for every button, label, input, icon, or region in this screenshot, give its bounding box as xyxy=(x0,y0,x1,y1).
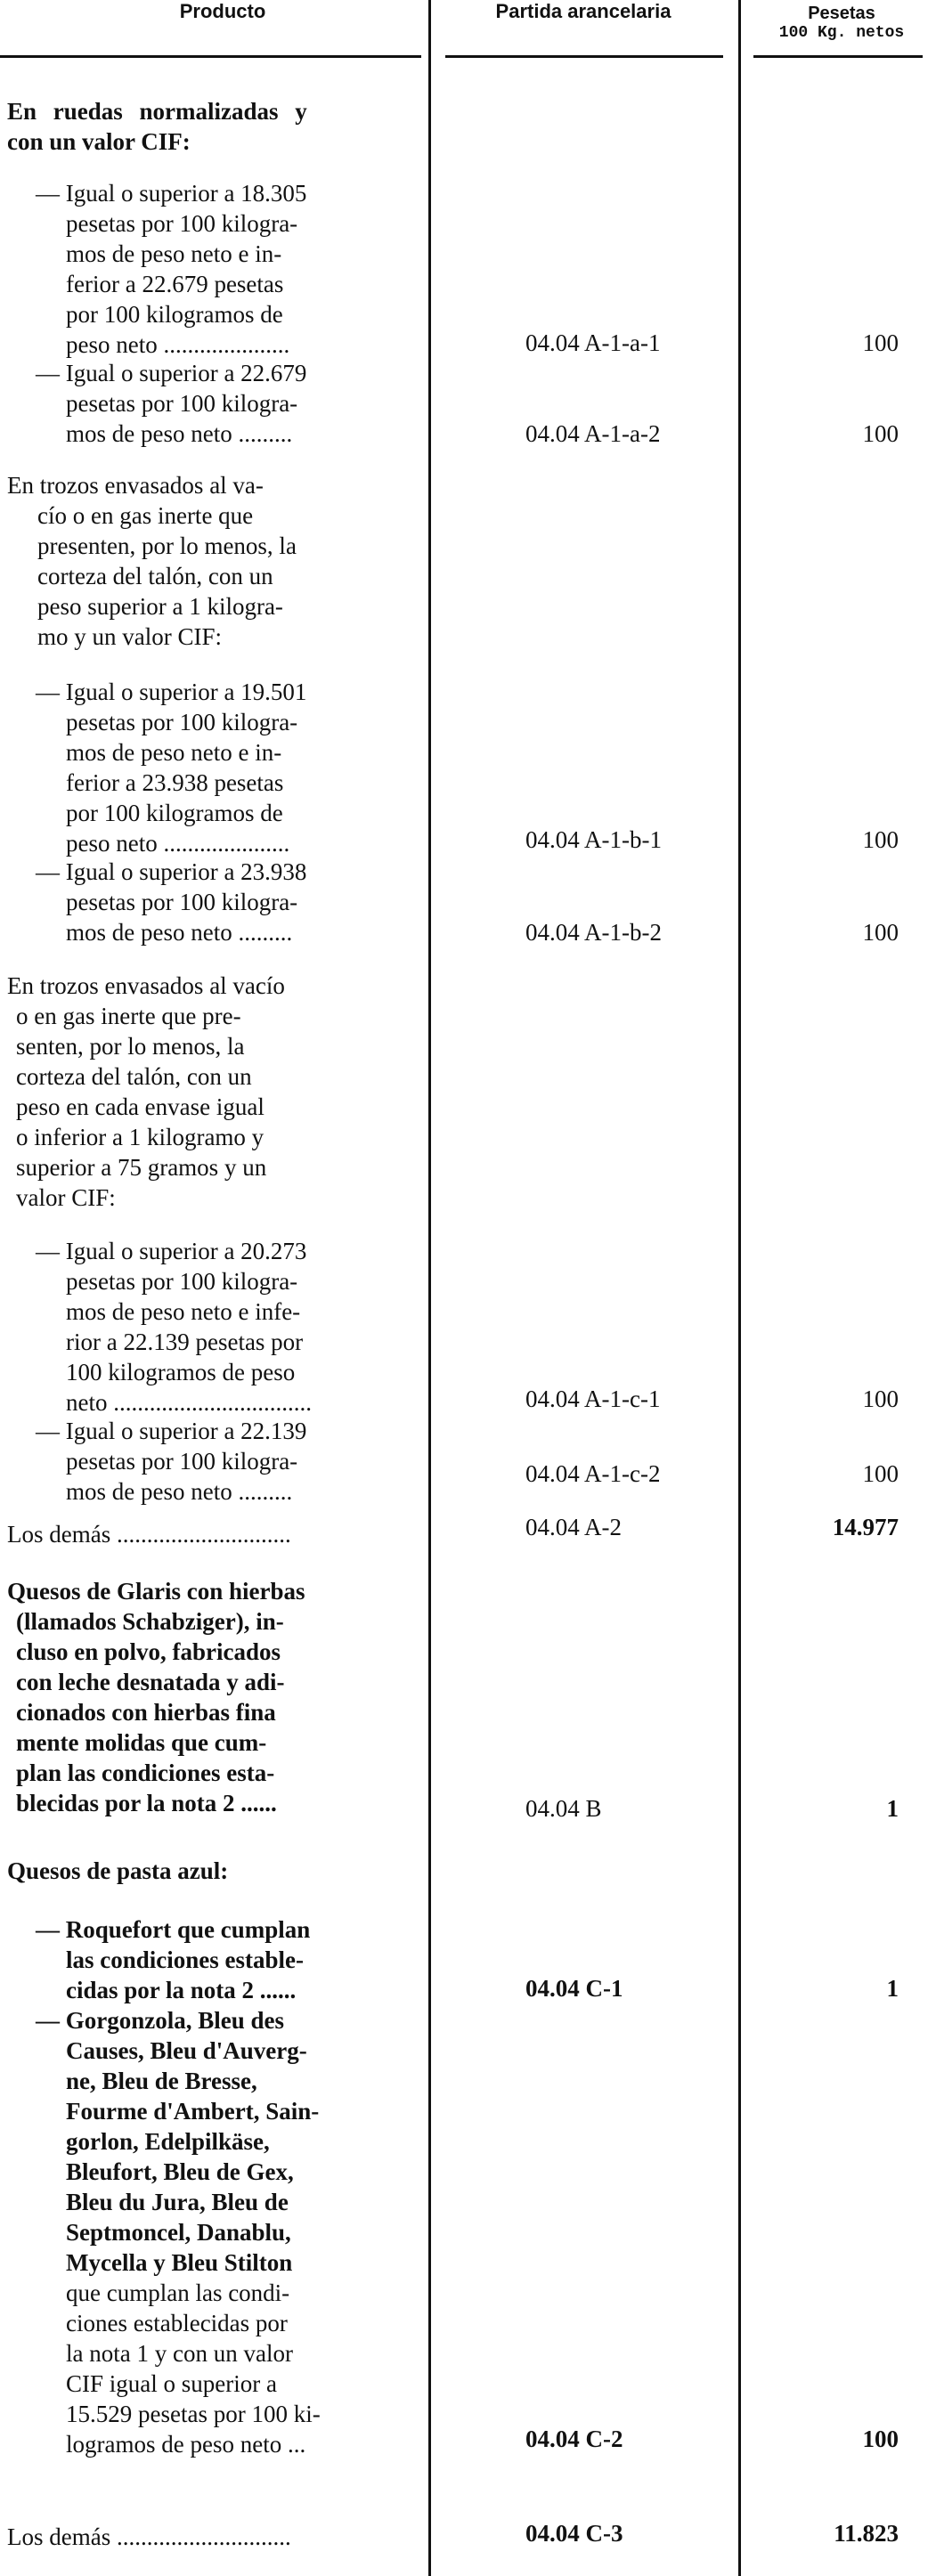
tariff-code: 04.04 C-1 xyxy=(525,1975,623,2002)
row-text: Los demás ............................. xyxy=(7,2523,291,2550)
row-text: — Igual o superior a 18.305 pesetas por 100 kilogra- mos de peso neto e in- ferior a 22.679 pesetas por 100 kilogramos de peso neto ..................... xyxy=(36,180,307,358)
tariff-code: 04.04 B xyxy=(525,1795,602,1822)
row-text: — Igual o superior a 20.273 pesetas por 100 kilogra- mos de peso neto e infe- rior a 22.139 pesetas por 100 kilogramos de peso neto ................................. xyxy=(36,1238,312,1416)
row-text: Quesos de pasta azul: xyxy=(7,1857,229,1884)
price-value: 11.823 xyxy=(834,2520,899,2547)
row-text: En trozos envasados al va- cío o en gas inerte que presenten, por lo menos, la corteza del talón, con un peso superior a 1 kilogra- mo y un valor CIF: xyxy=(7,472,297,650)
row-text: — Roquefort que cumplan las condiciones estable- cidas por la nota 2 ...... xyxy=(36,1916,311,2003)
tariff-code: 04.04 A-1-c-2 xyxy=(525,1460,661,1487)
header-unidad: 100 Kg. netos xyxy=(778,24,905,42)
tariff-code: 04.04 A-2 xyxy=(525,1514,622,1540)
header-rule-pesetas xyxy=(753,55,923,58)
row-text: Los demás ............................. xyxy=(7,1521,291,1548)
row-text: — Gorgonzola, Bleu des Causes, Bleu d'Auverg- ne, Bleu de Bresse, Fourme d'Ambert, Sain- gorlon, Edelpilkäse, Bleufort, Bleu de Gex, Bleu du Jura, Bleu de Septmoncel, Danablu, Mycella y Bleu Stilton que cumplan las condi- ciones establecidas por la nota 1 y con un valor CIF igual o superior a 15.529 pesetas por 100 ki- logramos de peso neto ... xyxy=(36,2007,321,2458)
price-value: 14.977 xyxy=(832,1514,899,1540)
price-value: 1 xyxy=(886,1795,899,1822)
tariff-code: 04.04 A-1-a-2 xyxy=(525,420,661,447)
price-value: 100 xyxy=(862,2426,899,2452)
column-divider-right xyxy=(738,0,741,2576)
price-value: 100 xyxy=(862,1386,899,1412)
row-text: — Igual o superior a 19.501 pesetas por 100 kilogra- mos de peso neto e in- ferior a 23.938 pesetas por 100 kilogramos de peso neto ..................... xyxy=(36,679,307,857)
tariff-code: 04.04 C-3 xyxy=(525,2520,623,2547)
price-value: 100 xyxy=(862,826,899,853)
tariff-code: 04.04 A-1-b-2 xyxy=(525,919,662,946)
header-producto: Producto xyxy=(179,0,266,22)
row-text: — Igual o superior a 22.679 pesetas por 100 kilogra- mos de peso neto ......... xyxy=(36,360,307,447)
row-text: — Igual o superior a 23.938 pesetas por 100 kilogra- mos de peso neto ......... xyxy=(36,858,307,946)
price-value: 100 xyxy=(862,919,899,946)
row-text: Quesos de Glaris con hierbas (llamados Schabziger), in- cluso en polvo, fabricados con leche desnatada y adi- cionados con hierbas fina mente molidas que cum- plan las condiciones esta- blecidas por la nota 2 ...... xyxy=(7,1578,305,1816)
column-divider-left xyxy=(428,0,431,2576)
price-value: 1 xyxy=(886,1975,899,2002)
tariff-code: 04.04 A-1-c-1 xyxy=(525,1386,661,1412)
price-value: 100 xyxy=(862,329,899,356)
row-text: En ruedas normalizadas y con un valor CIF: xyxy=(7,98,307,155)
header-rule-producto xyxy=(0,55,421,58)
price-value: 100 xyxy=(862,420,899,447)
header-pesetas: Pesetas xyxy=(808,4,875,23)
header-partida: Partida arancelaria xyxy=(495,0,671,22)
tariff-code: 04.04 C-2 xyxy=(525,2426,623,2452)
price-value: 100 xyxy=(862,1460,899,1487)
row-text: En trozos envasados al vacío o en gas inerte que pre- senten, por lo menos, la corteza del talón, con un peso en cada envase igual o inferior a 1 kilogramo y superior a 75 gramos y un valor CIF: xyxy=(7,972,285,1211)
row-text: — Igual o superior a 22.139 pesetas por 100 kilogra- mos de peso neto ......... xyxy=(36,1418,307,1505)
tariff-code: 04.04 A-1-a-1 xyxy=(525,329,661,356)
header-rule-partida xyxy=(445,55,723,58)
tariff-code: 04.04 A-1-b-1 xyxy=(525,826,662,853)
